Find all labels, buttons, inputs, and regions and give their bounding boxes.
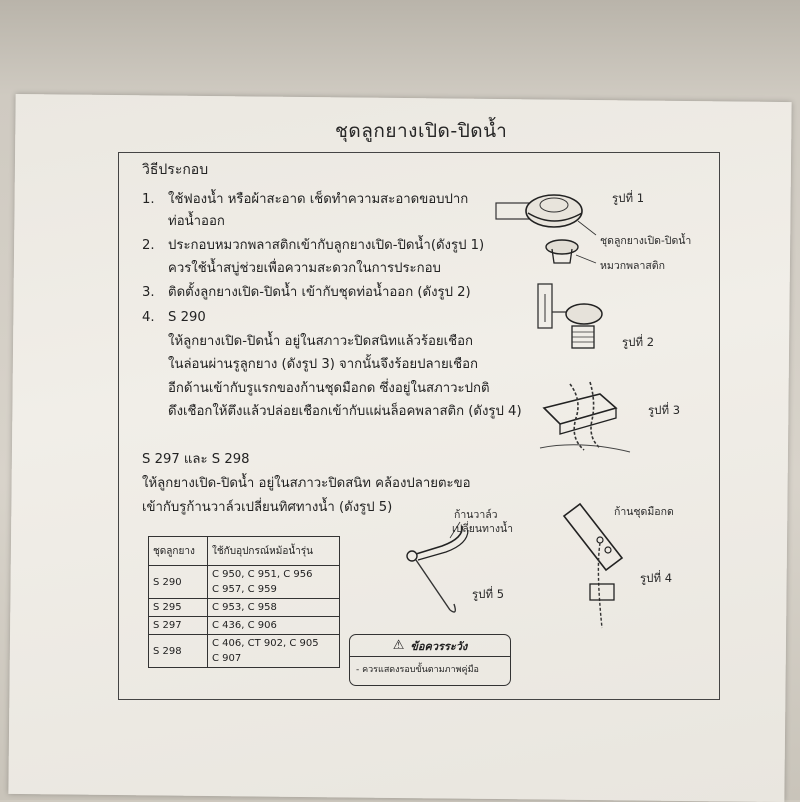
table-cell-model: S 295 — [149, 599, 208, 617]
fig3-ball-surface — [540, 445, 630, 452]
fig5-pivot — [407, 551, 417, 561]
step-4-line-4: ดึงเชือกให้ตึงแล้วปล่อยเชือกเข้ากับแผ่นล็อคพลาสติก (ดังรูป 4) — [168, 404, 522, 419]
fig4-hole-1 — [597, 537, 603, 543]
figure-1-callout-cap: หมวกพลาสติก — [600, 260, 665, 272]
table-row — [149, 599, 340, 617]
table-cell-fits — [208, 566, 340, 599]
section-heading: วิธีประกอบ — [142, 162, 209, 178]
warning-triangle-icon: ⚠ — [392, 638, 405, 653]
fig5-hook-end — [450, 604, 455, 612]
table-cell-model: S 290 — [149, 566, 208, 599]
compatibility-table — [148, 536, 340, 668]
step-1-line-1: ใช้ฟองน้ำ หรือผ้าสะอาด เช็ดทำความสะอาดขอบปาก — [168, 192, 469, 207]
step-1-number: 1. — [142, 192, 155, 207]
figure-5-label: รูปที่ 5 — [472, 587, 505, 601]
fig4-hole-2 — [605, 547, 611, 553]
figure-3-illustration — [540, 378, 640, 458]
warning-text: - ควรแสดงรอบขั้นตามภาพคู่มือ — [356, 665, 479, 675]
fig4-lock-plate — [590, 584, 614, 600]
step-4-line-1: ให้ลูกยางเปิด-ปิดน้ำ อยู่ในสภาวะปิดสนิทแล้วร้อยเชือก — [168, 334, 474, 349]
table-cell-fits — [208, 617, 340, 635]
table-cell-model: S 297 — [149, 617, 208, 635]
step-4-line-2: ในล่อนผ่านรูลูกยาง (ดังรูป 3) จากนั้นจึงร้อยปลายเชือก — [168, 357, 479, 372]
table-header-model: ชุดลูกยาง — [149, 537, 208, 566]
figure-5-callout-line-2: เปลี่ยนทางน้ำ — [452, 523, 514, 535]
fig3-lock-plate — [544, 394, 616, 424]
fig2-rubber-ball — [566, 304, 602, 324]
warning-heading: ข้อควรระวัง — [410, 639, 468, 653]
step-4-line-3: อีกด้านเข้ากับรูแรกของก้านชุดมือกด ซึ่งอยู่ในสภาวะปกติ — [168, 381, 490, 396]
fig1-plastic-cap — [546, 240, 578, 254]
table-cell-fits-line: C 907 — [212, 653, 242, 664]
figure-1-callout-ball: ชุดลูกยางเปิด-ปิดน้ำ — [600, 235, 692, 247]
fig1-leader-ball — [578, 221, 596, 235]
s297-heading: S 297 และ S 298 — [142, 452, 250, 467]
figure-2-illustration — [534, 282, 614, 354]
figure-4-label: รูปที่ 4 — [640, 571, 673, 585]
s297-line-1: ให้ลูกยางเปิด-ปิดน้ำ อยู่ในสภาวะปิดสนิท คล้องปลายตะขอ — [142, 476, 471, 491]
table-cell-fits — [208, 635, 340, 668]
step-3-line-1: ติดตั้งลูกยางเปิด-ปิดน้ำ เข้ากับชุดท่อน้ำออก (ดังรูป 2) — [168, 285, 471, 300]
figure-1-illustration — [492, 185, 612, 275]
step-2-number: 2. — [142, 238, 155, 253]
s297-line-2: เข้ากับรูก้านวาล์วเปลี่ยนทิศทางน้ำ (ดังรูป 5) — [142, 500, 393, 515]
fig4-string — [598, 543, 602, 628]
warning-box — [349, 634, 511, 686]
table-cell-fits-line: C 436, C 906 — [212, 620, 277, 631]
step-4-number: 4. — [142, 310, 155, 325]
table-cell-fits-line: C 406, CT 902, C 905 — [212, 638, 319, 649]
fig1-leader-cap — [576, 255, 596, 263]
step-3-number: 3. — [142, 285, 155, 300]
figure-5-callout-line-1: ก้านวาล์ว — [454, 509, 498, 521]
table-cell-fits-line: C 950, C 951, C 956 — [212, 569, 313, 580]
table-cell-fits-line: C 957, C 959 — [212, 584, 277, 595]
fig5-hook-rod — [416, 560, 450, 610]
figure-1-label: รูปที่ 1 — [612, 191, 645, 205]
table-row — [149, 566, 340, 599]
figure-3-label: รูปที่ 3 — [648, 403, 681, 417]
figure-4-callout: ก้านชุดมือกด — [614, 506, 674, 518]
warning-header — [350, 635, 510, 657]
step-2-line-1: ประกอบหมวกพลาสติกเข้ากับลูกยางเปิด-ปิดน้ำ(ดังรูป 1) — [168, 238, 485, 253]
table-cell-fits-line: C 953, C 958 — [212, 602, 277, 613]
fig1-rubber-ball — [526, 195, 582, 227]
table-header-row — [149, 537, 340, 566]
table-cell-model: S 298 — [149, 635, 208, 668]
table-row — [149, 617, 340, 635]
step-4-model: S 290 — [168, 310, 206, 325]
table-cell-fits — [208, 599, 340, 617]
step-1-line-2: ท่อน้ำออก — [168, 214, 225, 229]
figure-2-label: รูปที่ 2 — [622, 335, 655, 349]
page-title: ชุดลูกยางเปิด-ปิดน้ำ — [335, 120, 508, 142]
table-header-fits: ใช้กับอุปกรณ์หม้อน้ำรุ่น — [208, 537, 340, 566]
step-2-line-2: ควรใช้น้ำสบู่ช่วยเพื่อความสะดวกในการประกอบ — [168, 261, 441, 276]
table-row — [149, 635, 340, 668]
